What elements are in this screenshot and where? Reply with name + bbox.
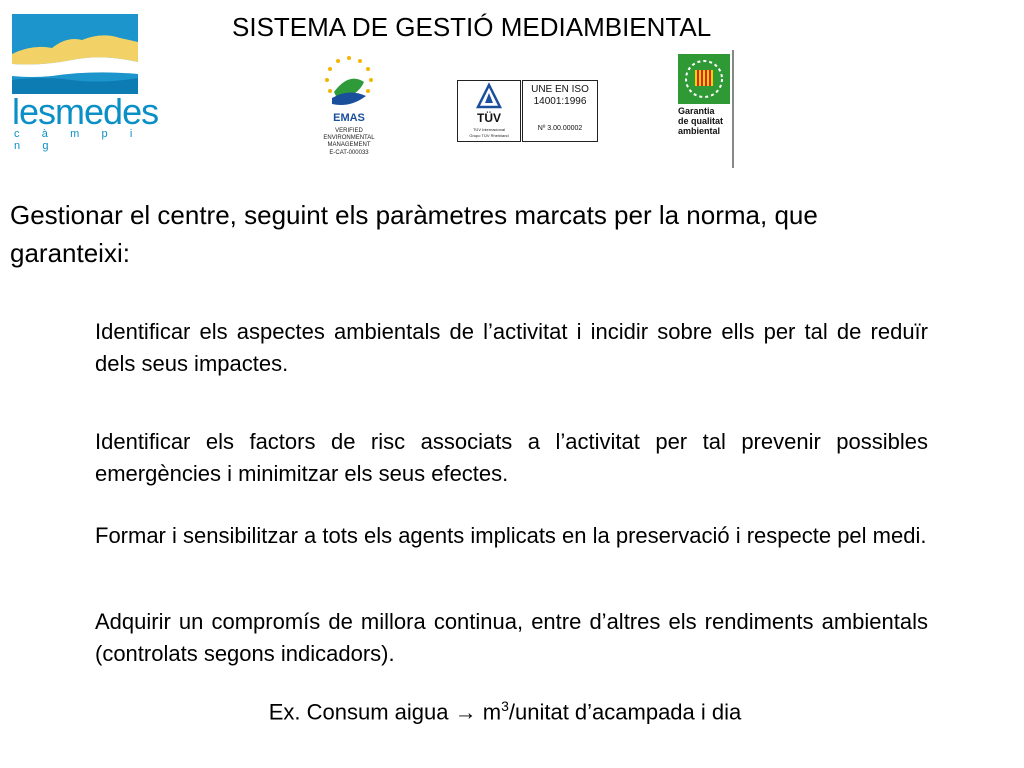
emas-badge (308, 52, 390, 170)
garantia-emblem-icon (678, 54, 730, 104)
page-title: SISTEMA DE GESTIÓ MEDIAMBIENTAL (232, 12, 712, 42)
garantia-line2: de qualitat (678, 116, 724, 126)
example-prefix: Ex. Consum aigua (268, 699, 449, 725)
example-unit-base: m (482, 699, 502, 725)
tuv-badge (457, 80, 521, 142)
brand-name (12, 91, 159, 132)
list-item: Formar i sensibilitzar a tots els agents implicats en la preservació i respecte pel medi. (95, 523, 927, 548)
emas-line3: MANAGEMENT (327, 142, 371, 148)
une-iso-badge (522, 80, 598, 142)
emas-code: E-CAT-000033 (329, 150, 369, 156)
arrow-right-icon: → (454, 699, 477, 725)
tuv-line1: TÜV Internacional (472, 127, 505, 132)
emas-stars-icon (308, 52, 390, 112)
brand-medes: medes (55, 91, 159, 132)
list-item: Adquirir un compromís de millora continua, entre d’altres els rendiments ambientals (controlats segons indicadors). (95, 609, 928, 666)
garantia-badge (674, 50, 734, 168)
garantia-line3: ambiental (678, 126, 721, 136)
emas-line2: ENVIRONMENTAL (323, 135, 375, 141)
brand-les: les (12, 91, 56, 132)
garantia-line1: Garantia (678, 106, 715, 116)
emas-name: EMAS (333, 112, 365, 124)
coast-illustration-icon (12, 14, 138, 94)
brand-subtitle: c à m p i n g (14, 128, 142, 152)
example-unit-exp: 3 (501, 698, 509, 714)
example-line (0, 690, 1010, 728)
list-item: Identificar els aspectes ambientals de l’activitat i incidir sobre ells per tal de reduïr dels seus impactes. (95, 319, 928, 376)
une-line1: UNE EN ISO (531, 84, 589, 95)
lesmedes-logo (0, 0, 159, 152)
list-item: Identificar els factors de risc associats a l’activitat per tal prevenir possibles emergències i minimitzar els seus efectes. (95, 429, 928, 486)
garantia-text (678, 106, 736, 136)
tuv-line2: Grupo TÜV Rheinland (469, 133, 509, 138)
une-number: Nº 3.00.00002 (537, 125, 583, 132)
emas-line1: VERIFIED (335, 128, 363, 134)
une-line2: 14001:1996 (533, 96, 587, 107)
intro-text: Gestionar el centre, seguint els paràmetres marcats per la norma, que garanteixi: (10, 200, 818, 268)
tuv-triangle-icon (458, 81, 520, 111)
tuv-brand: TÜV (477, 111, 501, 125)
example-suffix: /unitat d’acampada i dia (508, 699, 742, 725)
